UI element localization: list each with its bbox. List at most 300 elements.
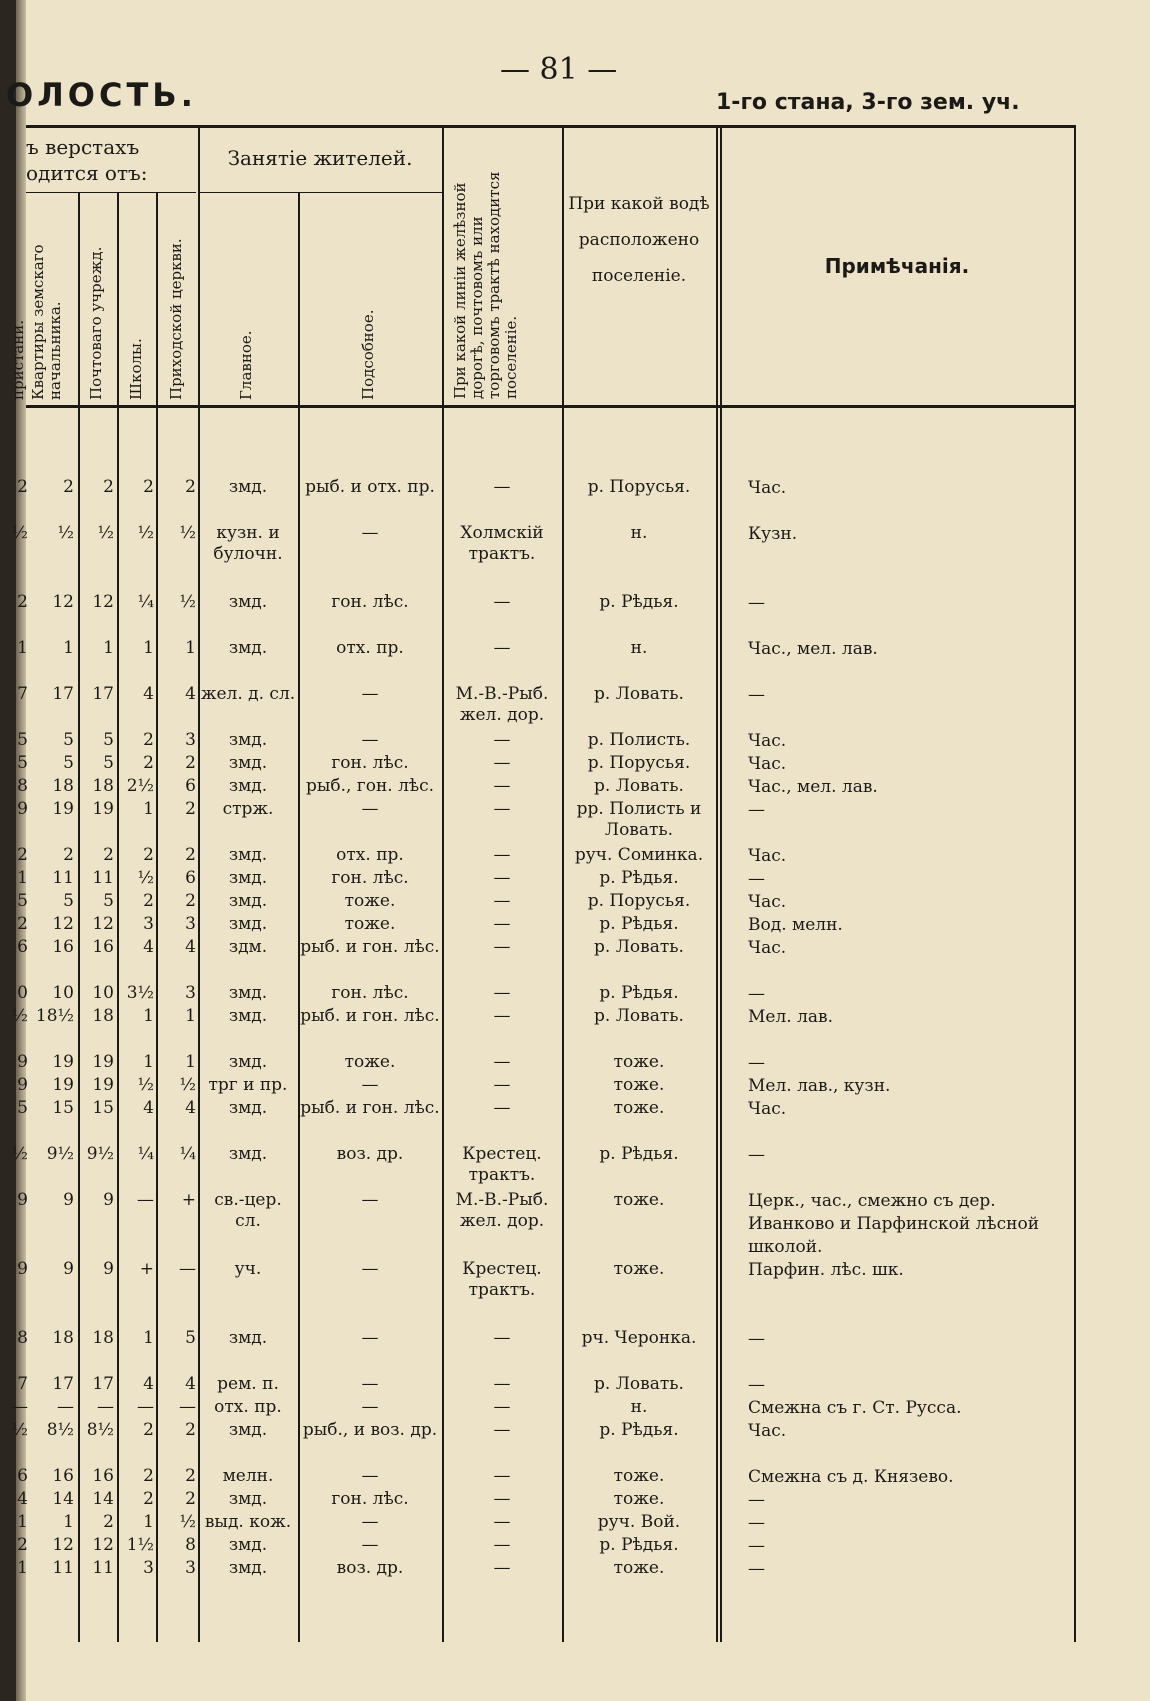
table-cell-k: 19 [52, 1075, 74, 1095]
table-cell-note: Час. [748, 754, 787, 774]
table-cell-road: — [493, 1466, 511, 1486]
table-cell-note: — [748, 800, 765, 820]
table-cell-note: — [748, 1329, 765, 1349]
table-cell-k: 5 [63, 730, 74, 750]
table-cell-c: 2 [185, 1466, 196, 1486]
table-cell-water: р. Рѣдья. [599, 983, 679, 1003]
table-cell-k: 18½ [35, 1006, 74, 1026]
table-cell-main: змд. [228, 753, 268, 773]
col-header-shkola: Школы. [127, 338, 145, 400]
table-cell-main: змд. [228, 730, 268, 750]
table-cell-main: жел. д. сл. [200, 684, 296, 704]
table-cell-s: ¼ [137, 1144, 154, 1164]
distance-group-header: ъ верстахъ одится отъ: [26, 135, 148, 185]
table-cell-main: змд. [228, 1558, 268, 1578]
table-cell-pc: 9½ [86, 1144, 114, 1164]
table-cell-p: 5 [17, 1098, 28, 1118]
table-cell-pc: 19 [92, 1052, 114, 1072]
table-cell-aux: гон. лѣс. [331, 753, 409, 773]
table-cell-s: 4 [143, 1374, 154, 1394]
table-cell-main: уч. [234, 1259, 262, 1279]
table-cell-c: 2 [185, 799, 196, 819]
header-bottom-rule [26, 405, 1076, 408]
table-cell-water: рч. Черонка. [581, 1328, 697, 1348]
table-cell-k: 1 [63, 638, 74, 658]
table-cell-road: — [493, 1397, 511, 1417]
table-cell-c: 2 [185, 1420, 196, 1440]
table-cell-s: — [137, 1190, 154, 1210]
table-cell-water: р. Рѣдья. [599, 1535, 679, 1555]
table-cell-pc: 1 [103, 638, 114, 658]
table-cell-k: 9½ [46, 1144, 74, 1164]
table-cell-aux: гон. лѣс. [331, 868, 409, 888]
table-cell-note: Час. [748, 731, 787, 751]
table-cell-k: 18 [52, 776, 74, 796]
table-cell-aux: рыб. и отх. пр. [305, 477, 435, 497]
table-cell-s: ½ [137, 523, 154, 543]
table-cell-pc: 12 [92, 1535, 114, 1555]
table-cell-k: 15 [52, 1098, 74, 1118]
table-cell-s: 1 [143, 638, 154, 658]
table-cell-c: 1 [185, 1006, 196, 1026]
table-cell-note: Час. [748, 1099, 787, 1119]
table-cell-note: Вод. мелн. [748, 915, 843, 935]
table-cell-aux: — [361, 1535, 379, 1555]
table-cell-water: р. Рѣдья. [599, 914, 679, 934]
col-header-road: При какой линiи желѣзной дорогѣ, почтовомъ или торговомъ трактѣ находится поселенiе. [451, 171, 520, 399]
table-cell-aux: отх. пр. [336, 638, 404, 658]
table-cell-s: 2 [143, 1420, 154, 1440]
table-cell-k: 18 [52, 1328, 74, 1348]
table-cell-note: Кузн. [748, 524, 798, 544]
column-divider [716, 128, 718, 1642]
table-cell-p: 2 [17, 477, 28, 497]
table-cell-main: стрж. [222, 799, 274, 819]
table-cell-road: — [493, 868, 511, 888]
table-cell-road: — [493, 1052, 511, 1072]
table-cell-main: змд. [228, 983, 268, 1003]
table-cell-aux: — [361, 730, 379, 750]
table-cell-road: — [493, 1558, 511, 1578]
table-cell-main: змд. [228, 1052, 268, 1072]
table-cell-p: 0 [17, 983, 28, 1003]
table-cell-water: руч. Вой. [597, 1512, 681, 1532]
table-cell-water: тоже. [613, 1190, 665, 1210]
table-cell-aux: — [361, 1190, 379, 1210]
table-cell-note: Час. [748, 478, 787, 498]
table-cell-c: ¼ [179, 1144, 196, 1164]
table-cell-k: 12 [52, 1535, 74, 1555]
table-cell-p: 6 [17, 937, 28, 957]
table-cell-s: 2 [143, 845, 154, 865]
table-cell-p: 7 [17, 684, 28, 704]
table-cell-aux: тоже. [344, 914, 396, 934]
column-divider [720, 128, 722, 1642]
table-cell-s: 2 [143, 1466, 154, 1486]
table-cell-c: 4 [185, 684, 196, 704]
table-cell-pc: 14 [92, 1489, 114, 1509]
table-cell-aux: — [361, 523, 379, 543]
table-cell-aux: гон. лѣс. [331, 1489, 409, 1509]
table-cell-p: 2 [17, 845, 28, 865]
table-cell-c: 1 [185, 638, 196, 658]
table-cell-note: — [748, 1145, 765, 1165]
col-header-pristan: пристани. [9, 319, 27, 400]
table-cell-main: змд. [228, 1144, 268, 1164]
table-cell-water: р. Ловать. [594, 776, 684, 796]
occupation-group-rule [198, 192, 442, 193]
table-cell-main: змд. [228, 638, 268, 658]
table-cell-pc: 9 [103, 1259, 114, 1279]
table-cell-c: 3 [185, 983, 196, 1003]
table-cell-k: 19 [52, 1052, 74, 1072]
table-cell-c: 2 [185, 891, 196, 911]
table-cell-water: р. Рѣдья. [599, 592, 679, 612]
table-cell-p: 1 [17, 638, 28, 658]
table-cell-main: змд. [228, 1535, 268, 1555]
table-cell-main: змд. [228, 914, 268, 934]
table-cell-main: змд. [228, 868, 268, 888]
table-cell-water: н. [630, 1397, 648, 1417]
table-cell-k: 16 [52, 937, 74, 957]
table-cell-c: 6 [185, 868, 196, 888]
table-cell-c: — [179, 1397, 196, 1417]
column-divider [1074, 128, 1076, 1642]
table-cell-s: 3 [143, 914, 154, 934]
table-cell-road: — [493, 845, 511, 865]
table-cell-note: — [748, 593, 765, 613]
table-cell-water: н. [630, 523, 648, 543]
table-cell-aux: рыб. и гон. лѣс. [300, 1098, 440, 1118]
distance-group-rule [26, 192, 196, 193]
table-cell-main: кузн. и булочн. [213, 523, 283, 564]
table-cell-note: Час. [748, 938, 787, 958]
table-cell-pc: 9 [103, 1190, 114, 1210]
table-cell-s: 3 [143, 1558, 154, 1578]
table-cell-main: змд. [228, 1098, 268, 1118]
table-cell-c: 3 [185, 1558, 196, 1578]
table-cell-p: 6 [17, 1466, 28, 1486]
table-cell-water: р. Ловать. [594, 937, 684, 957]
table-cell-water: тоже. [613, 1075, 665, 1095]
table-cell-s: ½ [137, 1075, 154, 1095]
table-cell-aux: — [361, 799, 379, 819]
table-cell-note: Смежна съ д. Князево. [748, 1467, 954, 1487]
table-cell-water: р. Рѣдья. [599, 868, 679, 888]
table-cell-s: 3½ [126, 983, 154, 1003]
table-cell-water: тоже. [613, 1259, 665, 1279]
table-cell-road: — [493, 1489, 511, 1509]
table-cell-c: 4 [185, 937, 196, 957]
table-cell-main: выд. кож. [204, 1512, 292, 1532]
table-cell-aux: тоже. [344, 891, 396, 911]
table-cell-road: — [493, 1374, 511, 1394]
table-cell-p: 5 [17, 753, 28, 773]
table-cell-c: 8 [185, 1535, 196, 1555]
table-cell-p: 9 [17, 1190, 28, 1210]
table-cell-pc: 16 [92, 1466, 114, 1486]
table-cell-c: + [181, 1190, 196, 1210]
table-cell-aux: отх. пр. [336, 845, 404, 865]
table-cell-s: 2 [143, 1489, 154, 1509]
table-cell-pc: 16 [92, 937, 114, 957]
table-cell-aux: рыб., и воз. др. [302, 1420, 438, 1440]
table-cell-k: 10 [52, 983, 74, 1003]
table-cell-aux: гон. лѣс. [331, 983, 409, 1003]
table-cell-p: — [11, 1397, 28, 1417]
table-cell-p: 8 [17, 1328, 28, 1348]
table-cell-s: 4 [143, 937, 154, 957]
table-cell-p: 7 [17, 1374, 28, 1394]
table-cell-road: Крестец. трактъ. [462, 1144, 542, 1185]
table-cell-p: 8 [17, 776, 28, 796]
table-cell-s: 2½ [126, 776, 154, 796]
table-cell-c: 5 [185, 1328, 196, 1348]
table-cell-road: — [493, 1512, 511, 1532]
table-cell-k: 5 [63, 891, 74, 911]
table-cell-pc: 12 [92, 592, 114, 612]
table-cell-water: р. Рѣдья. [599, 1144, 679, 1164]
table-cell-k: 8½ [46, 1420, 74, 1440]
table-cell-c: 2 [185, 845, 196, 865]
table-cell-p: 5 [17, 891, 28, 911]
table-cell-c: 2 [185, 753, 196, 773]
table-cell-road: — [493, 1328, 511, 1348]
col-header-water: При какой водѣ расположено поселенiе. [568, 194, 710, 286]
table-cell-c: 6 [185, 776, 196, 796]
table-cell-main: змд. [228, 1006, 268, 1026]
col-header-notes: Примѣчанiя. [824, 254, 970, 278]
table-cell-note: — [748, 1490, 765, 1510]
table-cell-p: 2 [17, 1535, 28, 1555]
table-cell-s: 4 [143, 684, 154, 704]
table-cell-road: — [493, 477, 511, 497]
table-cell-note: — [748, 1053, 765, 1073]
table-cell-road: — [493, 592, 511, 612]
table-cell-pc: 2 [103, 477, 114, 497]
table-cell-note: — [748, 869, 765, 889]
table-cell-road: М.-В.-Рыб. жел. дор. [455, 684, 549, 725]
table-cell-pc: — [97, 1397, 114, 1417]
table-cell-p: 2 [17, 914, 28, 934]
table-cell-pc: 5 [103, 753, 114, 773]
table-cell-pc: 2 [103, 845, 114, 865]
table-cell-k: 9 [63, 1190, 74, 1210]
table-cell-pc: 18 [92, 1328, 114, 1348]
table-cell-s: ¼ [137, 592, 154, 612]
table-cell-road: — [493, 914, 511, 934]
table-cell-road: — [493, 1420, 511, 1440]
col-header-pochta: Почтоваго учрежд. [87, 246, 105, 400]
table-cell-main: здм. [228, 937, 268, 957]
table-cell-note: — [748, 1513, 765, 1533]
table-cell-aux: — [361, 1259, 379, 1279]
table-cell-road: Крестец. трактъ. [462, 1259, 542, 1300]
table-cell-s: 1½ [126, 1535, 154, 1555]
table-cell-k: ½ [57, 523, 74, 543]
table-cell-aux: воз. др. [336, 1144, 404, 1164]
table-cell-c: ½ [179, 1512, 196, 1532]
col-header-tserkov: Приходской церкви. [167, 238, 185, 400]
table-cell-water: р. Ловать. [594, 1006, 684, 1026]
table-cell-aux: тоже. [344, 1052, 396, 1072]
table-cell-road: — [493, 891, 511, 911]
table-cell-k: 9 [63, 1259, 74, 1279]
table-cell-aux: — [361, 1328, 379, 1348]
table-cell-c: — [179, 1259, 196, 1279]
table-cell-road: — [493, 638, 511, 658]
table-cell-k: 11 [52, 1558, 74, 1578]
table-cell-road: — [493, 983, 511, 1003]
table-cell-p: 1 [17, 1512, 28, 1532]
table-cell-pc: 8½ [86, 1420, 114, 1440]
table-cell-main: змд. [228, 845, 268, 865]
table-cell-aux: — [361, 1075, 379, 1095]
table-cell-note: Мел. лав. [748, 1007, 833, 1027]
table-cell-road: — [493, 1006, 511, 1026]
table-cell-p: 4 [17, 1489, 28, 1509]
table-cell-p: ½ [11, 1006, 28, 1026]
table-cell-c: ½ [179, 1075, 196, 1095]
table-cell-water: р. Порусья. [587, 891, 691, 911]
table-cell-k: 17 [52, 1374, 74, 1394]
table-cell-road: — [493, 1535, 511, 1555]
table-cell-c: ½ [179, 523, 196, 543]
table-cell-pc: 18 [92, 1006, 114, 1026]
table-cell-water: р. Рѣдья. [599, 1420, 679, 1440]
table-cell-p: 1 [17, 1558, 28, 1578]
table-cell-p: ½ [11, 523, 28, 543]
table-cell-pc: 2 [103, 1512, 114, 1532]
table-cell-p: 9 [17, 1052, 28, 1072]
col-header-main: Главное. [237, 330, 255, 400]
table-cell-k: 1 [63, 1512, 74, 1532]
table-cell-pc: 17 [92, 684, 114, 704]
table-cell-p: 9 [17, 1259, 28, 1279]
table-cell-main: змд. [228, 776, 268, 796]
table-cell-c: 2 [185, 1489, 196, 1509]
table-cell-water: тоже. [613, 1098, 665, 1118]
table-cell-p: 2 [17, 592, 28, 612]
table-cell-p: ½ [11, 1420, 28, 1440]
table-cell-k: 11 [52, 868, 74, 888]
table-cell-water: тоже. [613, 1466, 665, 1486]
table-cell-p: ½ [11, 1144, 28, 1164]
occupation-group-header: Занятiе жителей. [227, 146, 413, 170]
table-cell-k: 14 [52, 1489, 74, 1509]
table-cell-s: 2 [143, 730, 154, 750]
table-cell-pc: 5 [103, 730, 114, 750]
table-cell-c: 3 [185, 730, 196, 750]
table-cell-main: змд. [228, 477, 268, 497]
table-cell-pc: 19 [92, 799, 114, 819]
table-cell-main: отх. пр. [214, 1397, 282, 1417]
table-cell-pc: ½ [97, 523, 114, 543]
table-cell-pc: 12 [92, 914, 114, 934]
table-cell-water: тоже. [613, 1052, 665, 1072]
table-cell-main: змд. [228, 1328, 268, 1348]
table-cell-note: — [748, 1536, 765, 1556]
table-cell-pc: 15 [92, 1098, 114, 1118]
table-cell-k: 17 [52, 684, 74, 704]
page-title: ОЛОСТЬ. [6, 76, 197, 114]
table-cell-road: — [493, 1098, 511, 1118]
table-cell-s: 1 [143, 1006, 154, 1026]
table-cell-k: 19 [52, 799, 74, 819]
table-cell-aux: рыб. и гон. лѣс. [300, 1006, 440, 1026]
table-cell-c: 3 [185, 914, 196, 934]
table-cell-pc: 19 [92, 1075, 114, 1095]
table-cell-note: — [748, 685, 765, 705]
table-cell-main: змд. [228, 1489, 268, 1509]
table-cell-water: тоже. [613, 1489, 665, 1509]
table-cell-main: мелн. [222, 1466, 274, 1486]
table-cell-main: змд. [228, 891, 268, 911]
table-cell-s: 1 [143, 1328, 154, 1348]
table-cell-water: руч. Соминка. [574, 845, 704, 865]
table-cell-p: 9 [17, 1075, 28, 1095]
table-cell-s: 1 [143, 1512, 154, 1532]
table-cell-s: 2 [143, 891, 154, 911]
table-cell-aux: — [361, 1397, 379, 1417]
table-cell-s: — [137, 1397, 154, 1417]
table-cell-note: Час. [748, 1421, 787, 1441]
table-cell-water: рр. Полисть и Ловать. [576, 799, 702, 840]
table-cell-aux: — [361, 1512, 379, 1532]
table-cell-road: М.-В.-Рыб. жел. дор. [455, 1190, 549, 1231]
table-cell-s: 1 [143, 799, 154, 819]
table-cell-k: 16 [52, 1466, 74, 1486]
table-cell-main: св.-цер. сл. [214, 1190, 282, 1231]
table-cell-aux: — [361, 1374, 379, 1394]
table-cell-k: — [57, 1397, 74, 1417]
table-cell-pc: 10 [92, 983, 114, 1003]
table-cell-note: — [748, 984, 765, 1004]
table-cell-note: Час., мел. лав. [748, 639, 878, 659]
table-cell-s: 4 [143, 1098, 154, 1118]
table-cell-s: + [139, 1259, 154, 1279]
table-cell-note: Церк., час., смежно съ дер. Иванково и Парфинской лѣсной школой. [748, 1191, 1040, 1257]
table-cell-s: ½ [137, 868, 154, 888]
table-cell-water: р. Ловать. [594, 684, 684, 704]
table-cell-main: трг и пр. [208, 1075, 288, 1095]
table-cell-water: тоже. [613, 1558, 665, 1578]
table-cell-road: — [493, 730, 511, 750]
table-cell-note: Смежна съ г. Ст. Русса. [748, 1398, 962, 1418]
table-cell-aux: рыб. и гон. лѣс. [300, 937, 440, 957]
table-cell-pc: 11 [92, 1558, 114, 1578]
table-cell-water: р. Порусья. [587, 477, 691, 497]
table-cell-p: 9 [17, 799, 28, 819]
page-subtitle: 1-го стана, 3-го зем. уч. [716, 90, 1020, 115]
table-cell-road: — [493, 753, 511, 773]
table-cell-note: Час. [748, 846, 787, 866]
table-cell-aux: воз. др. [336, 1558, 404, 1578]
col-header-kvartira: Квартиры земскаго начальника. [29, 244, 64, 400]
table-cell-aux: — [361, 684, 379, 704]
table-cell-pc: 17 [92, 1374, 114, 1394]
table-cell-note: — [748, 1375, 765, 1395]
table-cell-pc: 18 [92, 776, 114, 796]
table-cell-p: 1 [17, 868, 28, 888]
col-header-aux: Подсобное. [359, 309, 377, 400]
table-cell-c: 2 [185, 477, 196, 497]
table-cell-note: Мел. лав., кузн. [748, 1076, 891, 1096]
table-cell-s: 2 [143, 753, 154, 773]
table-cell-aux: рыб., гон. лѣс. [305, 776, 435, 796]
table-cell-water: н. [630, 638, 648, 658]
table-cell-c: 4 [185, 1374, 196, 1394]
